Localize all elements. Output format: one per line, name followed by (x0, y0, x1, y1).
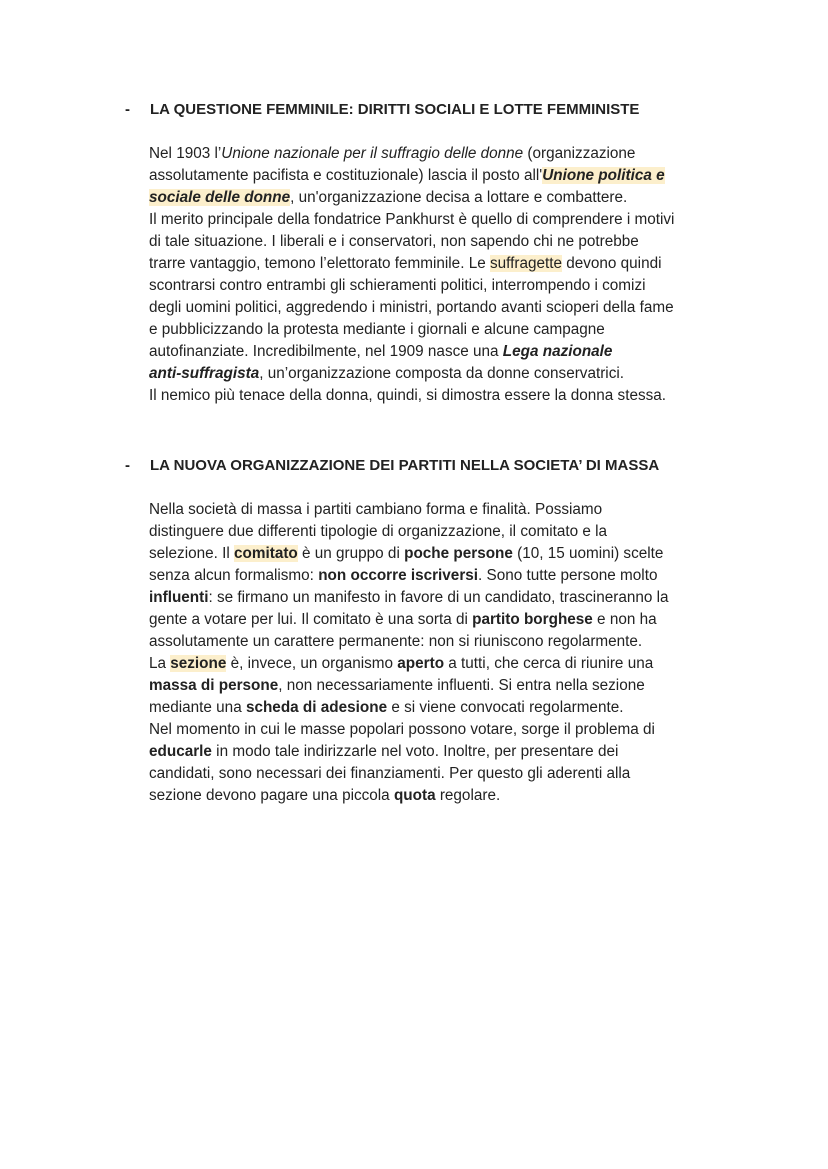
highlighted-term: Unione politica e (542, 167, 665, 184)
text-run: Nella società di massa i partiti cambiano forma e finalità. Possiamo (149, 501, 603, 518)
text-run: Il nemico più tenace della donna, quindi, si dimostra essere la donna stessa. (149, 387, 667, 404)
text-run: La (149, 655, 171, 672)
text-run: selezione. Il (149, 545, 235, 562)
text-line (149, 231, 739, 253)
text-run: : se firmano un manifesto in favore di un candidato, trascineranno la (208, 589, 669, 606)
text-line (149, 565, 739, 587)
text-run: Il merito principale della fondatrice Pankhurst è quello di comprendere i motivi (149, 211, 675, 228)
text-run: degli uomini politici, aggredendo i ministri, portando avanti scioperi della fame (149, 299, 674, 316)
highlighted-term: sociale delle donne (149, 189, 291, 206)
text-line (149, 385, 739, 407)
text-line (149, 697, 739, 719)
text-run: in modo tale indirizzarle nel voto. Inoltre, per presentare dei (211, 743, 619, 760)
text-run: trarre vantaggio, temono l’elettorato femminile. Le (149, 255, 490, 272)
text-run: candidati, sono necessari dei finanziamenti. Per questo gli aderenti alla (149, 765, 631, 782)
text-run: e pubblicizzando la protesta mediante i giornali e alcune campagne (149, 321, 605, 338)
text-line (149, 719, 739, 741)
section-heading-row (0, 455, 828, 477)
text-run: e si viene convocati regolarmente. (387, 699, 624, 716)
text-line (149, 587, 739, 609)
highlighted-term: suffragette (489, 255, 562, 272)
text-line (149, 275, 739, 297)
text-run: è un gruppo di (297, 545, 405, 562)
text-run: poche persone (404, 545, 513, 562)
text-run: devono quindi (561, 255, 662, 272)
text-run: (10, 15 uomini) scelte (512, 545, 664, 562)
text-run: gente a votare per lui. Il comitato è una sorta di (149, 611, 473, 628)
text-run: Unione nazionale per il suffragio delle donne (221, 145, 524, 162)
section-body (149, 143, 739, 407)
text-run: distinguere due differenti tipologie di organizzazione, il comitato e la (149, 523, 608, 540)
text-line (149, 631, 739, 653)
text-run: mediante una (149, 699, 246, 716)
text-run: non occorre iscriversi (318, 567, 479, 584)
text-run: di tale situazione. I liberali e i conservatori, non sapendo chi ne potrebbe (149, 233, 639, 250)
text-line (149, 143, 739, 165)
text-line (149, 187, 739, 209)
text-run: anti-suffragista (149, 365, 260, 382)
text-run: . Sono tutte persone molto (478, 567, 658, 584)
text-run: a tutti, che cerca di riunire una (444, 655, 654, 672)
section-heading: LA QUESTIONE FEMMINILE: DIRITTI SOCIALI E LOTTE FEMMINISTE (150, 101, 640, 118)
text-run: Lega nazionale (502, 343, 613, 360)
text-line (149, 499, 739, 521)
list-dash: - (125, 101, 130, 118)
text-run: Nel momento in cui le masse popolari possono votare, sorge il problema di (149, 721, 655, 738)
highlighted-term: comitato (234, 545, 298, 562)
text-run: aperto (397, 655, 445, 672)
text-run: è, invece, un organismo (226, 655, 398, 672)
text-run: assolutamente un carattere permanente: non si riuniscono regolarmente. (149, 633, 643, 650)
text-run: assolutamente pacifista e costituzionale) lascia il posto all' (149, 167, 543, 184)
section-heading-row (0, 99, 828, 121)
text-run: massa di persone (149, 677, 279, 694)
section-questione-femminile (0, 99, 828, 404)
text-run: influenti (149, 589, 209, 606)
text-run: autofinanziate. Incredibilmente, nel 1909 nasce una (149, 343, 503, 360)
text-run: e non ha (592, 611, 657, 628)
text-line (149, 653, 739, 675)
text-run: scontrarsi contro entrambi gli schieramenti politici, interrompendo i comizi (149, 277, 646, 294)
text-line (149, 741, 739, 763)
list-dash: - (125, 457, 130, 474)
text-line (149, 785, 739, 807)
text-line (149, 319, 739, 341)
text-run: , un'organizzazione decisa a lottare e combattere. (290, 189, 628, 206)
text-line (149, 341, 739, 363)
text-line (149, 675, 739, 697)
section-heading: LA NUOVA ORGANIZZAZIONE DEI PARTITI NELLA SOCIETA’ DI MASSA (150, 457, 660, 474)
text-run: (organizzazione (523, 145, 636, 162)
text-run: sezione devono pagare una piccola (149, 787, 394, 804)
text-run: partito borghese (472, 611, 593, 628)
text-run: scheda di adesione (245, 699, 388, 716)
section-body (149, 499, 739, 807)
text-run: Nel 1903 l’ (149, 145, 222, 162)
text-run: , non necessariamente influenti. Si entra nella sezione (278, 677, 645, 694)
text-line (149, 209, 739, 231)
text-line (149, 363, 739, 385)
text-run: senza alcun formalismo: (149, 567, 319, 584)
text-line (149, 763, 739, 785)
text-run: regolare. (435, 787, 501, 804)
text-line (149, 609, 739, 631)
text-line (149, 521, 739, 543)
text-run: , un’organizzazione composta da donne conservatrici. (259, 365, 625, 382)
text-line (149, 165, 739, 187)
text-run: quota (393, 787, 436, 804)
text-line (149, 297, 739, 319)
text-run: educarle (149, 743, 212, 760)
text-line (149, 253, 739, 275)
text-line (149, 543, 739, 565)
highlighted-term: sezione (170, 655, 227, 672)
section-organizzazione-partiti (0, 455, 828, 804)
